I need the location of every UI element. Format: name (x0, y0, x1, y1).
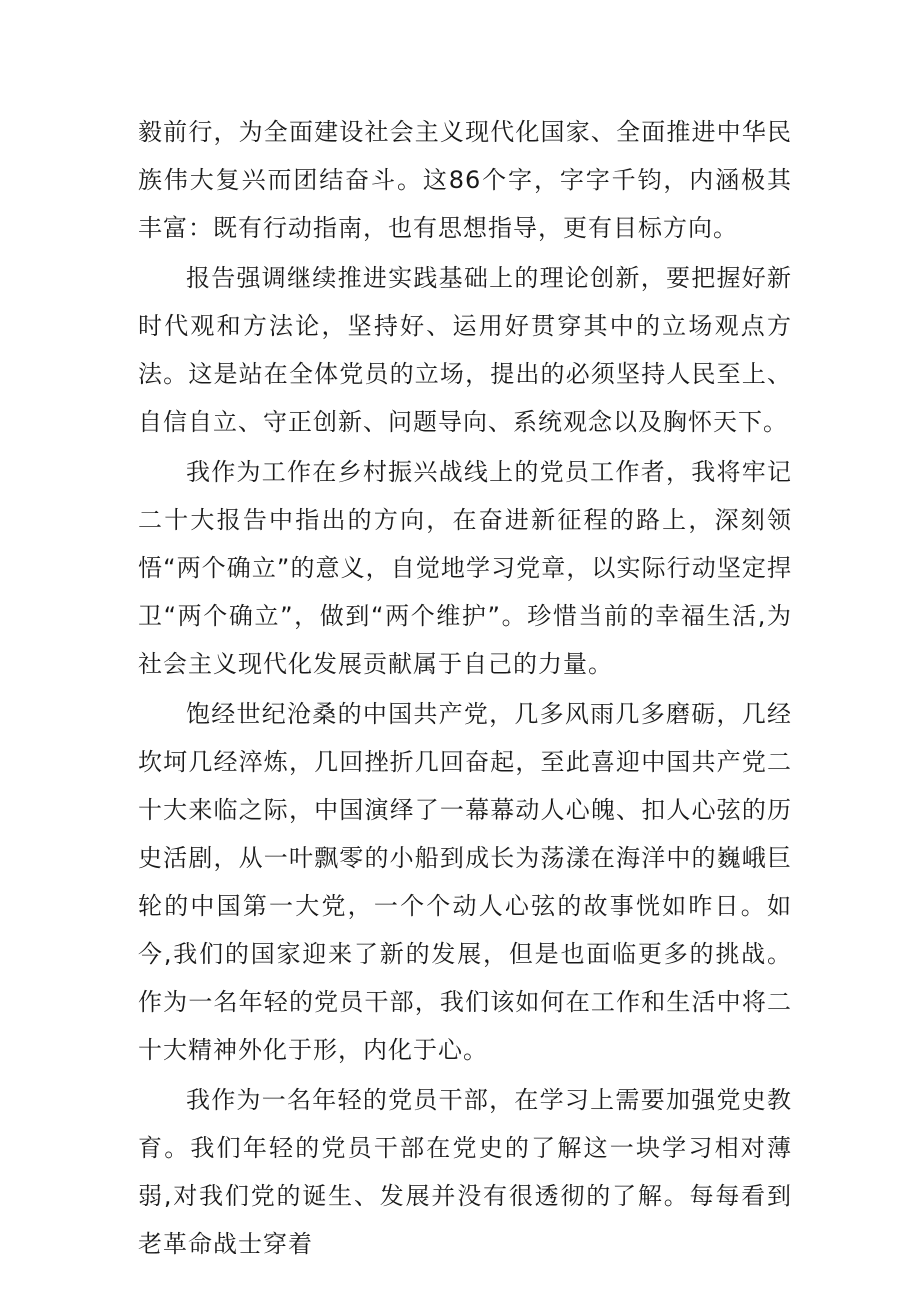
paragraph-4: 饱经世纪沧桑的中国共产党，几多风雨几多磨砺，几经坎坷几经淬炼，几回挫折几回奋起，至此喜迎中国共产党二十大来临之际，中国演绎了一幕幕动人心魄、扣人心弦的历史活剧，从一叶飘零的小船到成长为荡漾在海洋中的巍峨巨轮的中国第一大党，一个个动人心弦的故事恍如昨日。如今,我们的国家迎来了新的发展，但是也面临更多的挑战。作为一名年轻的党员干部，我们该如何在工作和生活中将二十大精神外化于形，内化于心。 (138, 700, 792, 1064)
paragraph-3: 我作为工作在乡村振兴战线上的党员工作者，我将牢记二十大报告中指出的方向，在奋进新征程的路上，深刻领悟“两个确立”的意义，自觉地学习党章，以实际行动坚定捍卫“两个确立”，做到“两个维护”。珍惜当前的幸福生活,为社会主义现代化发展贡献属于自己的力量。 (138, 458, 792, 678)
paragraph-2: 报告强调继续推进实践基础上的理论创新，要把握好新时代观和方法论，坚持好、运用好贯穿其中的立场观点方法。这是站在全体党员的立场，提出的必须坚持人民至上、自信自立、守正创新、问题导向、系统观念以及胸怀天下。 (138, 264, 792, 436)
document-body (138, 108, 792, 1270)
paragraph-1: 毅前行，为全面建设社会主义现代化国家、全面推进中华民族伟大复兴而团结奋斗。这86个字，字字千钧，内涵极其丰富：既有行动指南，也有思想指导，更有目标方向。 (138, 118, 792, 242)
paragraph-5: 我作为一名年轻的党员干部，在学习上需要加强党史教育。我们年轻的党员干部在党史的了解这一块学习相对薄弱,对我们党的诞生、发展并没有很透彻的了解。每每看到老革命战士穿着 (138, 1086, 792, 1258)
